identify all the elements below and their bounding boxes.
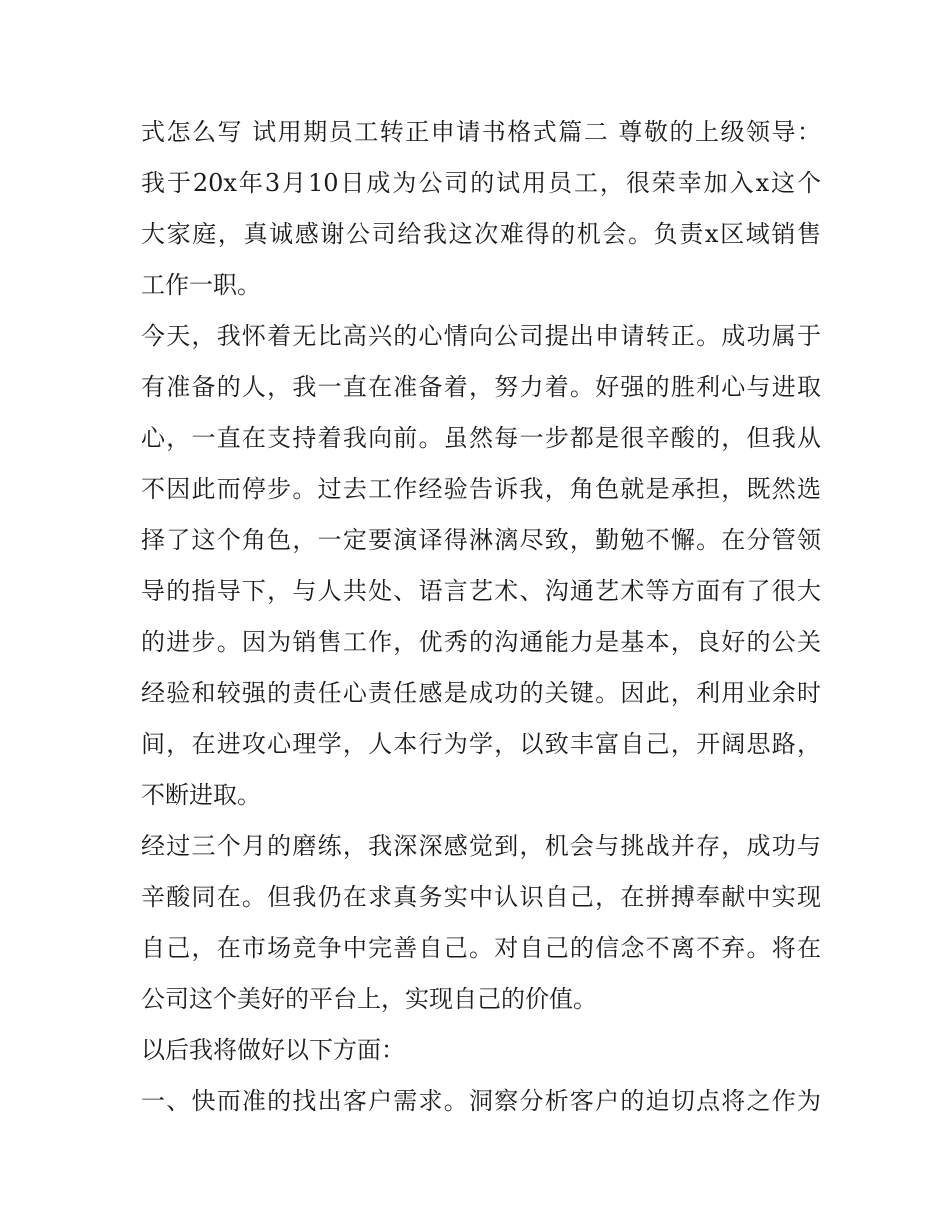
text-line: 公司这个美好的平台上，实现自己的价值。 [141,985,597,1013]
text-line: 今天，我怀着无比高兴的心情向公司提出申请转正。成功属于 [141,322,821,350]
text-line: 不断进取。 [141,781,261,809]
text-line: 式怎么写 试用期员工转正申请书格式篇二 尊敬的上级领导： [141,118,821,146]
text-line: 经验和较强的责任心责任感是成功的关键。因此，利用业余时 [141,679,821,707]
document-body [141,107,821,1127]
text-line: 的进步。因为销售工作，优秀的沟通能力是基本，良好的公关 [141,628,821,656]
text-line: 心，一直在支持着我向前。虽然每一步都是很辛酸的，但我从 [141,424,821,452]
text-line: 不因此而停步。过去工作经验告诉我，角色就是承担，既然选 [141,475,821,503]
text-line: 一、快而准的找出客户需求。洞察分析客户的迫切点将之作为 [141,1087,821,1115]
text-line: 大家庭，真诚感谢公司给我这次难得的机会。负责x区域销售 [141,220,821,248]
text-line: 以后我将做好以下方面： [141,1036,405,1064]
text-line: 经过三个月的磨练，我深深感觉到，机会与挑战并存，成功与 [141,832,821,860]
text-line: 导的指导下，与人共处、语言艺术、沟通艺术等方面有了很大 [141,577,821,605]
text-line: 间，在进攻心理学，人本行为学，以致丰富自己，开阔思路， [141,730,821,758]
text-line: 工作一职。 [141,271,261,299]
text-line: 择了这个角色，一定要演译得淋漓尽致，勤勉不懈。在分管领 [141,526,821,554]
text-line: 我于20x年3月10日成为公司的试用员工，很荣幸加入x这个 [141,169,821,197]
text-line: 辛酸同在。但我仍在求真务实中认识自己，在拼搏奉献中实现 [141,883,821,911]
text-line: 自己，在市场竞争中完善自己。对自己的信念不离不弃。将在 [141,934,821,962]
text-line: 有准备的人，我一直在准备着，努力着。好强的胜利心与进取 [141,373,821,401]
